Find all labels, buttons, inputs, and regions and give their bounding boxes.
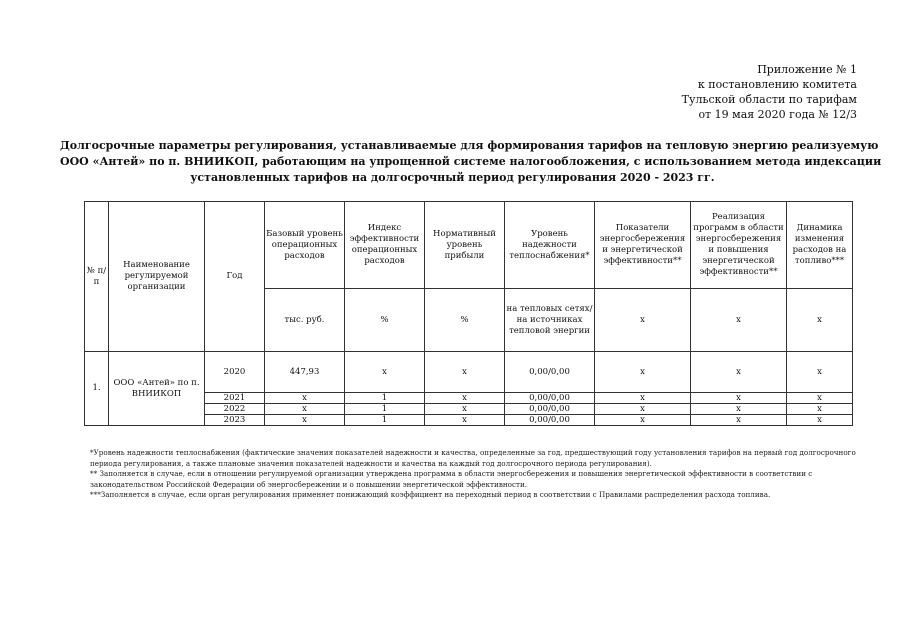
footnote-energy-program: ** Заполняется в случае, если в отношении регулируемой организации утверждена программа в области энергосбережения и повышения энергетической эффективности в соответствии с законодательством Российской Федерации об энергосбережении и о повышении энергетической эффективности. [90, 469, 813, 489]
cell-base-costs: х [265, 393, 345, 404]
unit-programs: х [691, 289, 787, 352]
header-profit-level: Нормативный уровень прибыли [425, 202, 505, 289]
cell-year: 2021 [205, 393, 265, 404]
appendix-block [682, 62, 857, 122]
parameters-table [84, 201, 853, 426]
org-name: ООО «Антей» по п. ВНИИКОП [109, 352, 205, 426]
cell-efficiency-index: 1 [345, 415, 425, 426]
cell-reliability: 0,00/0,00 [505, 352, 595, 393]
header-base-costs: Базовый уровень операционных расходов [265, 202, 345, 289]
cell-efficiency-index: 1 [345, 393, 425, 404]
cell-base-costs: 447,93 [265, 352, 345, 393]
cell-programs: х [691, 393, 787, 404]
title-line-2: ООО «Антей» по п. ВНИИКОП, работающим на упрощенной системе налогообложения, с использованием метода индексации [60, 155, 882, 168]
cell-energy-saving: х [595, 393, 691, 404]
cell-reliability: 0,00/0,00 [505, 393, 595, 404]
cell-programs: х [691, 415, 787, 426]
footnote-fuel: ***Заполняется в случае, если орган регулирования применяет понижающий коэффициент на переходный период в соответствии с Правилами распределения расхода топлива. [90, 490, 771, 499]
unit-efficiency-index: % [345, 289, 425, 352]
appendix-resolution: к постановлению комитета [697, 78, 857, 91]
cell-programs: х [691, 404, 787, 415]
document-title [60, 138, 882, 186]
cell-base-costs: х [265, 415, 345, 426]
cell-efficiency-index: х [345, 352, 425, 393]
cell-energy-saving: х [595, 415, 691, 426]
header-energy-saving: Показатели энергосбережения и энергетической эффективности** [595, 202, 691, 289]
table-row [85, 352, 853, 393]
cell-fuel-dynamics: х [787, 415, 853, 426]
cell-fuel-dynamics: х [787, 404, 853, 415]
unit-reliability: на тепловых сетях/на источниках тепловой энергии [505, 289, 595, 352]
cell-profit-level: х [425, 393, 505, 404]
header-year: Год [205, 202, 265, 352]
cell-profit-level: х [425, 415, 505, 426]
unit-fuel-dynamics: х [787, 289, 853, 352]
unit-base-costs: тыс. руб. [265, 289, 345, 352]
cell-base-costs: х [265, 404, 345, 415]
cell-energy-saving: х [595, 404, 691, 415]
footnotes [90, 448, 865, 501]
header-num: № п/п [85, 202, 109, 352]
cell-profit-level: х [425, 352, 505, 393]
cell-fuel-dynamics: х [787, 393, 853, 404]
appendix-date: от 19 мая 2020 года № 12/3 [698, 108, 857, 121]
appendix-committee: Тульской области по тарифам [681, 93, 857, 106]
cell-year: 2020 [205, 352, 265, 393]
header-reliability: Уровень надежности теплоснабжения* [505, 202, 595, 289]
cell-year: 2023 [205, 415, 265, 426]
appendix-number: Приложение № 1 [757, 63, 857, 76]
title-line-1: Долгосрочные параметры регулирования, устанавливаемые для формирования тарифов на тепловую энергию реализуемую [60, 139, 879, 152]
org-num: 1. [85, 352, 109, 426]
header-org: Наименование регулируемой организации [109, 202, 205, 352]
cell-profit-level: х [425, 404, 505, 415]
cell-year: 2022 [205, 404, 265, 415]
header-programs: Реализация программ в области энергосбережения и повышения энергетической эффективности** [691, 202, 787, 289]
cell-energy-saving: х [595, 352, 691, 393]
cell-programs: х [691, 352, 787, 393]
header-efficiency-index: Индекс эффективности операционных расходов [345, 202, 425, 289]
cell-efficiency-index: 1 [345, 404, 425, 415]
footnote-reliability: *Уровень надежности теплоснабжения (фактические значения показателей надежности и качества, определенные за год, предшествующий году установления тарифов на первый год долгосрочного периода регулирования, а также плановые значения показателей надежности и качества на каждый год долгосрочного периода регулирования). [90, 448, 856, 468]
header-fuel-dynamics: Динамика изменения расходов на топливо*** [787, 202, 853, 289]
unit-profit-level: % [425, 289, 505, 352]
title-line-3: установленных тарифов на долгосрочный период регулирования 2020 - 2023 гг. [190, 171, 715, 184]
cell-reliability: 0,00/0,00 [505, 404, 595, 415]
cell-reliability: 0,00/0,00 [505, 415, 595, 426]
table-header-row [85, 202, 853, 289]
cell-fuel-dynamics: х [787, 352, 853, 393]
unit-energy-saving: х [595, 289, 691, 352]
